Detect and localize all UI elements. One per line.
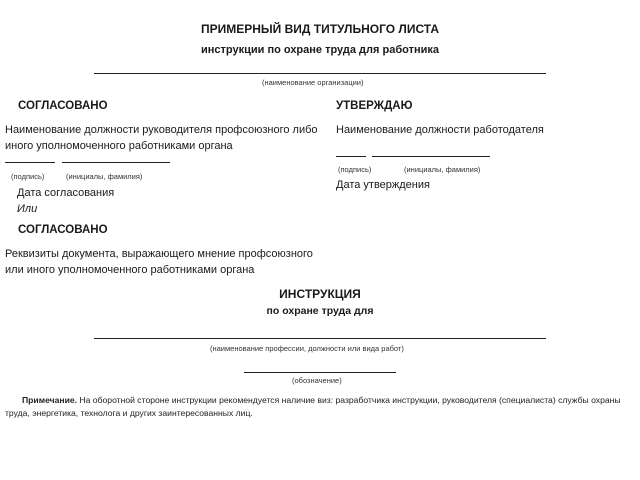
left-signature-line bbox=[5, 162, 55, 163]
organization-caption: (наименование организации) bbox=[262, 78, 364, 87]
employer-position-line: Наименование должности работодателя bbox=[336, 124, 544, 136]
page-subtitle: инструкции по охране труда для работника bbox=[201, 44, 439, 56]
approved-heading-second: СОГЛАСОВАНО bbox=[18, 224, 108, 236]
instruction-title: ИНСТРУКЦИЯ bbox=[279, 287, 361, 301]
page-title: ПРИМЕРНЫЙ ВИД ТИТУЛЬНОГО ЛИСТА bbox=[200, 22, 440, 36]
right-signature-line bbox=[336, 156, 366, 157]
approval-date-label: Дата утверждения bbox=[336, 179, 430, 191]
or-label: Или bbox=[17, 203, 38, 215]
instruction-subtitle: по охране труда для bbox=[266, 305, 374, 317]
approved-heading-left: СОГЛАСОВАНО bbox=[18, 100, 108, 112]
organization-line bbox=[94, 73, 546, 74]
right-name-line bbox=[372, 156, 490, 157]
right-signature-caption: (подпись) bbox=[338, 165, 372, 174]
note-line2: труда, энергетика, технолога и других заинтересованных лиц. bbox=[5, 408, 253, 418]
left-name-caption: (инициалы, фамилия) bbox=[66, 172, 143, 181]
profession-line bbox=[94, 338, 546, 339]
note-line1 bbox=[22, 394, 621, 407]
right-name-caption: (инициалы, фамилия) bbox=[404, 165, 481, 174]
left-signature-caption: (подпись) bbox=[11, 172, 45, 181]
designation-caption: (обозначение) bbox=[292, 376, 342, 385]
agreement-date-label: Дата согласования bbox=[17, 187, 115, 199]
requisites-line1: Реквизиты документа, выражающего мнение профсоюзного bbox=[5, 248, 313, 260]
approve-heading: УТВЕРЖДАЮ bbox=[336, 100, 413, 112]
left-name-line bbox=[62, 162, 170, 163]
requisites-line2: или иного уполномоченного работниками органа bbox=[5, 264, 255, 276]
designation-line bbox=[244, 372, 396, 373]
note-text: На оборотной стороне инструкции рекомендуется наличие виз: разработчика инструкции, руководителя (специалиста) службы охраны bbox=[77, 395, 621, 405]
note-label: Примечание. bbox=[22, 395, 78, 405]
profession-caption: (наименование профессии, должности или вида работ) bbox=[210, 344, 404, 353]
trade-union-position-line1: Наименование должности руководителя профсоюзного либо bbox=[5, 124, 318, 136]
trade-union-position-line2: иного уполномоченного работниками органа bbox=[5, 140, 233, 152]
